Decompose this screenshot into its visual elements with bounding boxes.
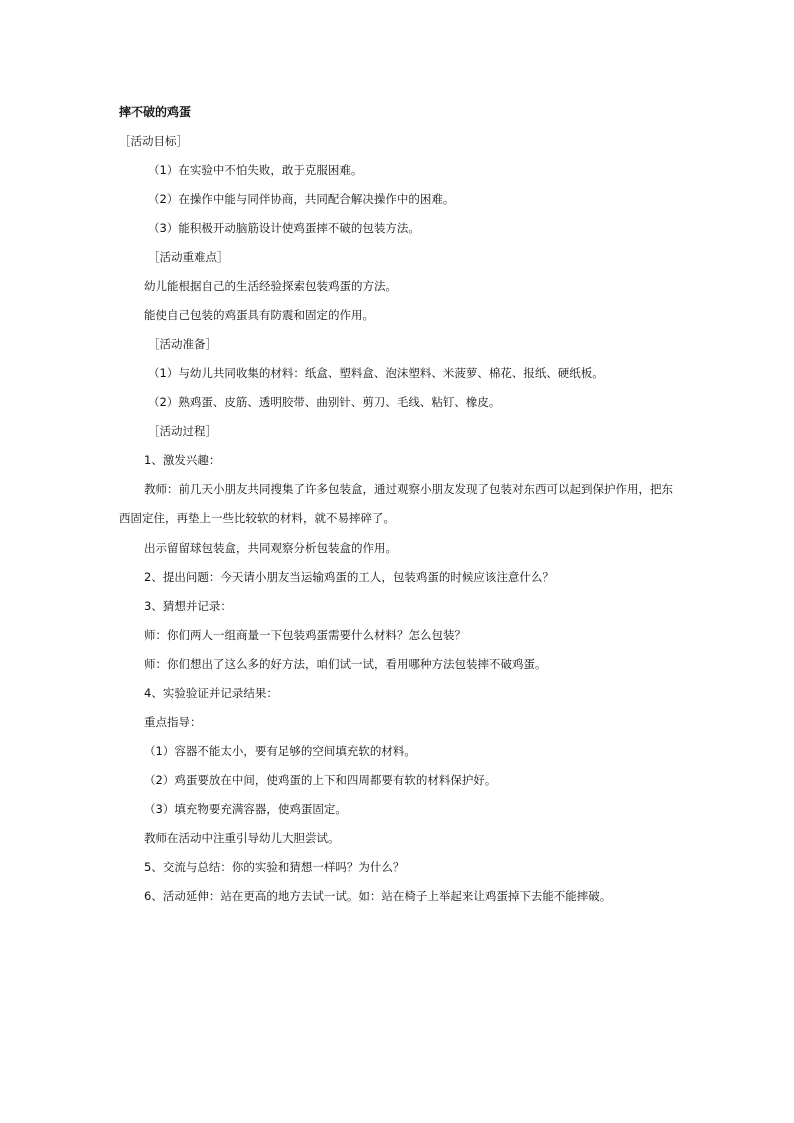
process-step-6: 6、活动延伸：站在更高的地方去试一试。如：站在椅子上举起来让鸡蛋掉下去能不能摔破。	[144, 889, 612, 903]
key-point-2: 能使自己包装的鸡蛋具有防震和固定的作用。	[144, 308, 374, 322]
section-heading-process: ［活动过程］	[148, 424, 217, 438]
teacher-paragraph: 教师：前几天小朋友共同搜集了许多包装盒，通过观察小朋友发现了包装对东西可以起到保护作用，把东西固定住，再垫上一些比较软的材料，就不易摔碎了。	[119, 482, 673, 525]
goal-item-3: （3）能积极开动脑筋设计使鸡蛋摔不破的包装方法。	[148, 221, 420, 235]
document-body	[119, 104, 679, 917]
guidance-heading: 重点指导：	[144, 715, 202, 729]
teacher-line-1: 师：你们两人一组商量一下包装鸡蛋需要什么材料？怎么包装？	[144, 628, 466, 642]
goal-item-2: （2）在操作中能与同伴协商，共同配合解决操作中的困难。	[148, 192, 455, 206]
guidance-item-3: （3）填充物要充满容器，使鸡蛋固定。	[144, 802, 347, 816]
section-heading-goals: ［活动目标］	[119, 134, 188, 148]
process-step-5: 5、交流与总结：你的实验和猜想一样吗？为什么？	[144, 860, 405, 874]
section-heading-key-points: ［活动重难点］	[148, 250, 229, 264]
process-step-4: 4、实验验证并记录结果：	[144, 686, 278, 700]
key-point-1: 幼儿能根据自己的生活经验探索包装鸡蛋的方法。	[144, 279, 397, 293]
process-paragraph-display: 出示留留球包装盒，共同观察分析包装盒的作用。	[144, 541, 397, 555]
preparation-item-1: （1）与幼儿共同收集的材料：纸盒、塑料盒、泡沫塑料、米菠萝、棉花、报纸、硬纸板。	[148, 366, 604, 380]
teacher-line-2: 师：你们想出了这么多的好方法，咱们试一试，看用哪种方法包装摔不破鸡蛋。	[144, 657, 547, 671]
document-title: 摔不破的鸡蛋	[119, 105, 192, 119]
process-step-3: 3、猜想并记录：	[144, 599, 232, 613]
guidance-item-2: （2）鸡蛋要放在中间，使鸡蛋的上下和四周都要有软的材料保护好。	[144, 773, 497, 787]
preparation-item-2: （2）熟鸡蛋、皮筋、透明胶带、曲别针、剪刀、毛线、粘钉、橡皮。	[148, 395, 501, 409]
goal-item-1: （1）在实验中不怕失败，敢于克服困难。	[148, 163, 363, 177]
process-step-2: 2、提出问题：今天请小朋友当运输鸡蛋的工人，包装鸡蛋的时候应该注意什么？	[144, 570, 554, 584]
process-step-1: 1、激发兴趣：	[144, 453, 221, 467]
guidance-item-1: （1）容器不能太小，要有足够的空间填充软的材料。	[144, 744, 416, 758]
teacher-note: 教师在活动中注重引导幼儿大胆尝试。	[144, 831, 340, 845]
section-heading-preparation: ［活动准备］	[148, 337, 217, 351]
